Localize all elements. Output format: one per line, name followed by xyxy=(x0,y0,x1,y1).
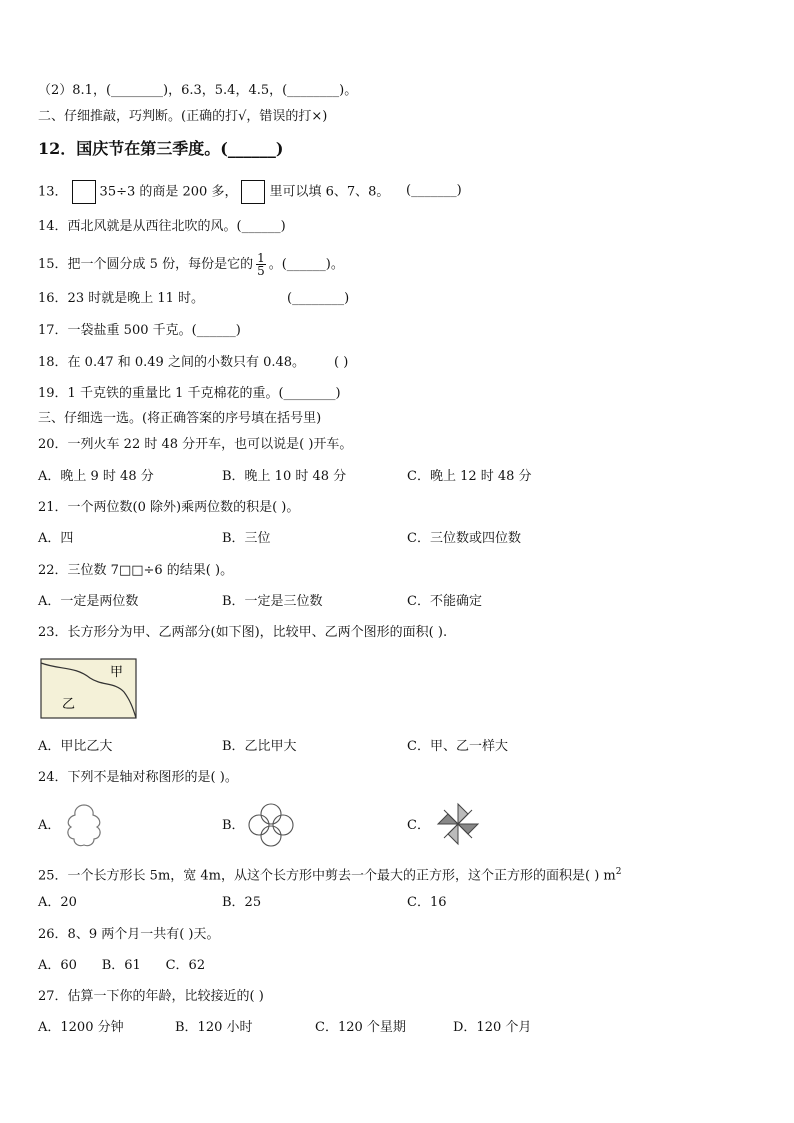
section-3-heading: 三、仔细选一选。(将正确答案的序号填在括号里) xyxy=(38,411,322,426)
figure-label-yi: 乙 xyxy=(62,697,76,712)
option-24-a: A． xyxy=(38,818,61,833)
question-19: 19．1 千克铁的重量比 1 千克棉花的重。(________) xyxy=(38,386,341,401)
rectangle-figure xyxy=(40,658,138,720)
square-meter-superscript: 2 xyxy=(615,867,622,877)
question-18-blank: ( ) xyxy=(334,355,349,370)
fraction-denominator: 5 xyxy=(257,264,265,278)
option-25-c: C．16 xyxy=(407,895,447,910)
option-21-c: C．三位数或四位数 xyxy=(407,531,521,546)
option-27-a: A．1200 分钟 xyxy=(38,1020,124,1035)
question-18: 18．在 0.47 和 0.49 之间的小数只有 0.48。 xyxy=(38,355,306,370)
pinwheel-icon xyxy=(434,800,482,848)
question-20: 20．一列火车 22 时 48 分开车，也可以说是( )开车。 xyxy=(38,437,353,452)
question-15 xyxy=(38,252,344,277)
option-27-d: D．120 个月 xyxy=(453,1020,532,1035)
question-14: 14．西北风就是从西往北吹的风。(______) xyxy=(38,219,286,234)
option-22-a: A．一定是两位数 xyxy=(38,594,139,609)
question-22: 22．三位数 7□□÷6 的结果( )。 xyxy=(38,563,234,578)
option-24-b: B． xyxy=(222,818,245,833)
shape-a-icon xyxy=(64,802,104,848)
question-15-blank: 。(______)。 xyxy=(268,257,344,272)
question-13-text-b: 里可以填 6、7、8。 xyxy=(269,184,390,200)
option-20-c: C．晚上 12 时 48 分 xyxy=(407,469,532,484)
question-24: 24．下列不是轴对称图形的是( )。 xyxy=(38,770,238,785)
option-27-c: C．120 个星期 xyxy=(315,1020,406,1035)
question-26: 26．8、9 两个月一共有( )天。 xyxy=(38,927,220,942)
option-23-a: A．甲比乙大 xyxy=(38,739,113,754)
question-15-text: 15．把一个圆分成 5 份，每份是它的 xyxy=(38,257,254,272)
question-16: 16．23 时就是晚上 11 时。 xyxy=(38,291,205,306)
question-21: 21．一个两位数(0 除外)乘两位数的积是( )。 xyxy=(38,500,300,515)
answer-box xyxy=(72,180,96,204)
question-13 xyxy=(38,180,389,204)
question-13-blank: (_______) xyxy=(406,183,462,198)
question-16-blank: (________) xyxy=(287,291,350,306)
option-23-c: C．甲、乙一样大 xyxy=(407,739,508,754)
question-23: 23．长方形分为甲、乙两部分(如下图)，比较甲、乙两个图形的面积( ). xyxy=(38,625,448,640)
option-25-b: B．25 xyxy=(222,895,262,910)
question-12: 12．国庆节在第三季度。(______) xyxy=(38,139,284,158)
options-26: A．60 B．61 C．62 xyxy=(38,958,206,973)
option-24-c: C． xyxy=(407,818,430,833)
option-22-c: C．不能确定 xyxy=(407,594,482,609)
option-25-a: A．20 xyxy=(38,895,77,910)
option-21-a: A．四 xyxy=(38,531,74,546)
fraction-one-fifth xyxy=(256,252,266,277)
question-13-text-a: 35÷3 的商是 200 多， xyxy=(99,184,238,200)
question-27: 27．估算一下你的年龄，比较接近的( ) xyxy=(38,989,264,1004)
four-circles-icon xyxy=(247,802,295,848)
section-2-heading: 二、仔细推敲，巧判断。(正确的打√，错误的打×) xyxy=(38,109,328,124)
answer-box xyxy=(241,180,265,204)
option-27-b: B．120 小时 xyxy=(175,1020,253,1035)
option-20-a: A．晚上 9 时 48 分 xyxy=(38,469,154,484)
option-22-b: B．一定是三位数 xyxy=(222,594,323,609)
option-21-b: B．三位 xyxy=(222,531,271,546)
question-25-text: 25．一个长方形长 5m，宽 4m，从这个长方形中剪去一个最大的正方形，这个正方形的面积是( ) m xyxy=(38,868,616,884)
question-25 xyxy=(38,863,621,885)
fraction-numerator: 1 xyxy=(257,251,265,265)
option-23-b: B．乙比甲大 xyxy=(222,739,297,754)
question-13-number: 13． xyxy=(38,184,68,200)
question-17: 17．一袋盐重 500 千克。(______) xyxy=(38,323,241,338)
figure-label-jia: 甲 xyxy=(110,665,124,680)
option-20-b: B．晚上 10 时 48 分 xyxy=(222,469,347,484)
sequence-question: （2）8.1，(________)，6.3，5.4，4.5，(________)。 xyxy=(38,83,358,98)
